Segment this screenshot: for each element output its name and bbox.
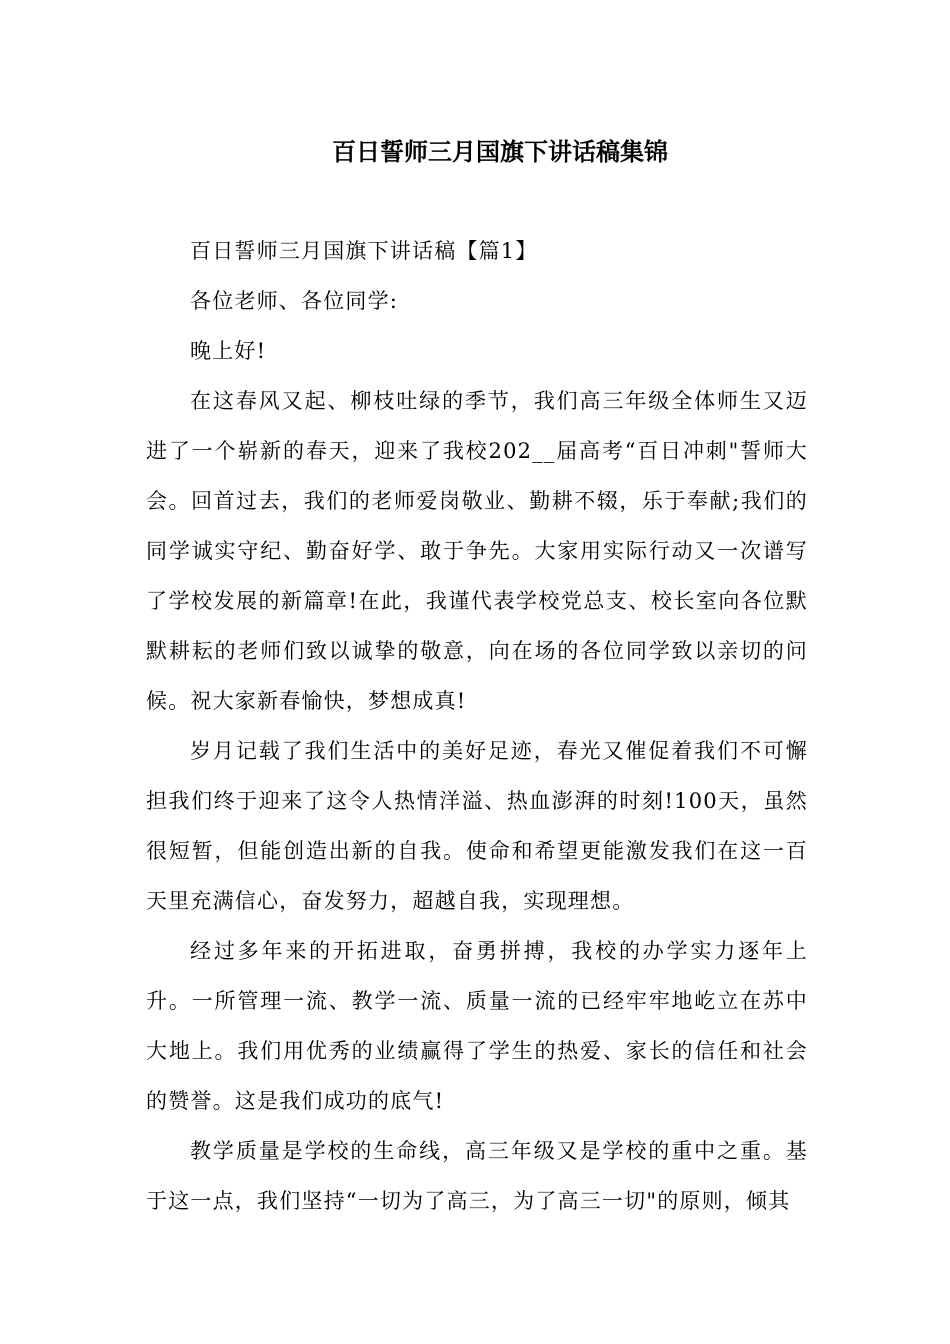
greeting: 晚上好! — [190, 339, 267, 363]
paragraph: 在这春风又起、柳枝吐绿的季节，我们高三年级全体师生又迈进了一个崭新的春天，迎来了我校202__届高考“百日冲刺"誓师大会。回首过去，我们的老师爱岗敬业、勤耕不辍，乐于奉献;我们的同学诚实守纪、勤奋好学、敢于争先。大家用实际行动又一次谱写了学校发展的新篇章!在此，我谨代表学校党总支、校长室向各位默默耕耘的老师们致以诚挚的敬意，向在场的各位同学致以亲切的问候。祝大家新春愉快，梦想成真! — [146, 389, 808, 713]
paragraph: 岁月记载了我们生活中的美好足迹，春光又催促着我们不可懈担我们终于迎来了这令人热情洋溢、热血澎湃的时刻!100天，虽然很短暂，但能创造出新的自我。使命和希望更能激发我们在这一百天里充满信心，奋发努力，超越自我，实现理想。 — [146, 739, 808, 913]
paragraph: 教学质量是学校的生命线，高三年级又是学校的重中之重。基于这一点，我们坚持“一切为了高三，为了高三一切"的原则，倾其 — [146, 1139, 808, 1213]
document-title: 百日誓师三月国旗下讲话稿集锦 — [332, 138, 668, 166]
paragraph: 经过多年来的开拓进取，奋勇拼搏，我校的办学实力逐年上升。一所管理一流、教学一流、质量一流的已经牢牢地屹立在苏中大地上。我们用优秀的业绩赢得了学生的热爱、家长的信任和社会的赞誉。这是我们成功的底气! — [146, 939, 808, 1113]
salutation: 各位老师、各位同学: — [190, 289, 399, 313]
section-heading: 百日誓师三月国旗下讲话稿【篇1】 — [190, 239, 538, 263]
document-body — [146, 226, 808, 1226]
